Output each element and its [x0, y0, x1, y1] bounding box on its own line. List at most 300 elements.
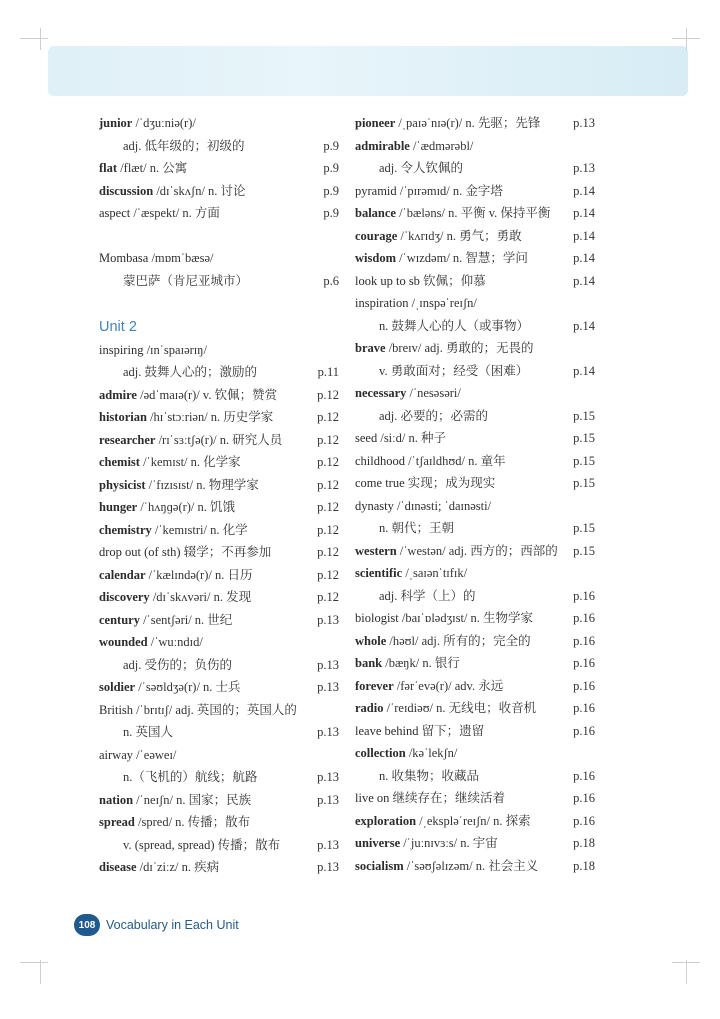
- headword: necessary: [355, 386, 407, 400]
- entry-body: [355, 341, 533, 355]
- entry-body: [355, 724, 484, 738]
- vocab-entry: [355, 225, 595, 248]
- vocab-entry: [99, 202, 339, 225]
- definition: /dɪˈziːz/ n. 疾病: [136, 860, 220, 874]
- vocab-entry: [99, 699, 339, 722]
- entry-body: [355, 296, 477, 310]
- page-reference: p.16: [573, 813, 595, 828]
- vocab-entry: [355, 247, 595, 270]
- page-reference: p.16: [573, 791, 595, 805]
- definition: /ˈnesəsəri/: [406, 386, 461, 400]
- entry-body: [355, 229, 522, 243]
- entry-body: [99, 343, 207, 357]
- entry-body: [99, 523, 248, 537]
- definition: /ˈfɪzɪsɪst/ n. 物理学家: [145, 477, 259, 492]
- entry-body: [355, 476, 495, 490]
- headword: forever: [355, 678, 394, 693]
- entry-body: [99, 680, 241, 694]
- definition: /ˈneɪʃn/ n. 国家；民族: [133, 792, 252, 807]
- page-reference: p.9: [323, 161, 339, 175]
- entry-body: [99, 500, 235, 514]
- vocab-entry: [355, 112, 595, 135]
- page-reference: p.12: [317, 567, 339, 582]
- vocab-entry: [99, 721, 339, 744]
- definition: adj. 低年级的；初级的: [123, 138, 245, 153]
- entry-body: [99, 433, 282, 447]
- definition: /ˈsəʊldʒə(r)/ n. 士兵: [135, 680, 241, 694]
- entry-body: [99, 388, 277, 402]
- headword: calendar: [99, 567, 146, 582]
- headword: junior: [99, 116, 133, 130]
- vocab-entry: [355, 765, 595, 788]
- headword: airway: [99, 747, 134, 762]
- page-reference: p.15: [573, 408, 595, 423]
- vocab-entry: [355, 315, 595, 338]
- page-reference: p.12: [317, 477, 339, 492]
- vocab-entry: [99, 406, 339, 429]
- headword: admire: [99, 387, 137, 402]
- entry-body: [355, 656, 460, 670]
- headword: leave behind: [355, 723, 419, 738]
- page-reference: p.12: [317, 590, 339, 604]
- page-reference: p.14: [573, 363, 595, 378]
- definition: /ˈdɪnəsti; ˈdaɪnəsti/: [393, 498, 492, 513]
- headword: universe: [355, 836, 401, 850]
- entry-body: [99, 274, 248, 288]
- vocab-entry: [355, 720, 595, 743]
- definition: n. 鼓舞人心的人（或事物）: [379, 318, 530, 333]
- page-reference: p.16: [573, 611, 595, 625]
- headword: drop out (of sth): [99, 545, 181, 559]
- definition: adj. 必要的；必需的: [379, 408, 489, 423]
- headword: researcher: [99, 432, 156, 447]
- entry-body: [99, 455, 241, 469]
- headword: childhood: [355, 453, 405, 468]
- definition: /ˈbrɪtɪʃ/ adj. 英国的；英国人的: [133, 702, 297, 717]
- page-reference: p.15: [573, 521, 595, 535]
- vocab-entry: [355, 360, 595, 383]
- definition: /ˈkemɪst/ n. 化学家: [139, 455, 241, 469]
- entry-body: [99, 184, 246, 198]
- entry-body: [99, 410, 273, 424]
- definition: /ədˈmaɪə(r)/ v. 钦佩；赞赏: [136, 387, 278, 402]
- page-reference: p.13: [317, 792, 339, 807]
- page-reference: p.13: [317, 770, 339, 784]
- headword: pyramid: [355, 183, 397, 198]
- definition: /ˈtʃaɪldhʊd/ n. 童年: [405, 453, 506, 468]
- definition: /bæŋk/ n. 银行: [382, 656, 460, 670]
- headword: inspiration: [355, 296, 409, 310]
- definition: adj. 受伤的；负伤的: [123, 657, 233, 672]
- vocab-entry: [99, 339, 339, 362]
- entry-body: [355, 454, 506, 468]
- page-reference: p.14: [573, 251, 595, 265]
- headword: look up to sb: [355, 273, 420, 288]
- entry-body: [99, 725, 173, 739]
- definition: /ˌɪnspəˈreɪʃn/: [408, 296, 477, 310]
- entry-body: [355, 521, 454, 535]
- entry-body: [99, 365, 257, 379]
- definition: /ˌpaɪəˈnɪə(r)/ n. 先驱；先锋: [395, 116, 541, 130]
- vocab-entry: [355, 787, 595, 810]
- vocab-entry: [99, 384, 339, 407]
- entry-body: [99, 815, 250, 829]
- definition: /ˈæspekt/ n. 方面: [130, 206, 220, 220]
- definition: v. (spread, spread) 传播；散布: [123, 837, 281, 852]
- headword: socialism: [355, 858, 404, 873]
- definition: /mɒmˈbæsə/: [148, 251, 214, 265]
- entry-body: [99, 478, 259, 492]
- page-reference: p.13: [573, 116, 595, 130]
- entry-body: [99, 590, 251, 604]
- page-reference: p.9: [323, 138, 339, 153]
- entry-body: [99, 568, 252, 582]
- crop-mark-bottom-right-v: [686, 960, 687, 984]
- entry-body: [355, 769, 479, 783]
- definition: /ˈkælɪndə(r)/ n. 日历: [145, 567, 253, 582]
- headword: admirable: [355, 138, 410, 153]
- definition: /ˈhʌŋɡə(r)/ n. 饥饿: [137, 500, 236, 514]
- definition: n. 英国人: [123, 725, 174, 739]
- definition: /ˈbæləns/ n. 平衡 v. 保持平衡: [395, 206, 551, 220]
- definition: /baɪˈɒlədʒɪst/ n. 生物学家: [398, 611, 534, 625]
- page-reference: p.13: [317, 837, 339, 852]
- headword: chemist: [99, 455, 140, 469]
- page-reference: p.12: [317, 387, 339, 402]
- vocab-entry: [99, 609, 339, 632]
- definition: 蒙巴萨（肯尼亚城市）: [123, 273, 249, 288]
- vocab-entry: [355, 585, 595, 608]
- entry-body: [355, 319, 529, 333]
- headword: seed: [355, 431, 378, 445]
- definition: /ˈsentʃəri/ n. 世纪: [139, 612, 233, 627]
- page-reference: p.13: [317, 860, 339, 874]
- entry-body: [355, 184, 503, 198]
- page-reference: p.13: [573, 161, 595, 175]
- vocab-entry: [99, 654, 339, 677]
- definition: /rɪˈsɜːtʃə(r)/ n. 研究人员: [155, 432, 283, 447]
- vocab-entry: [355, 562, 595, 585]
- headword: nation: [99, 792, 134, 807]
- entry-body: [355, 859, 538, 873]
- vocab-entry: [99, 586, 339, 609]
- entry-body: [355, 386, 461, 400]
- definition: n. 收集物；收藏品: [379, 768, 480, 783]
- definition: 继续存在；继续活着: [389, 791, 506, 805]
- headword: century: [99, 612, 140, 627]
- headword: disease: [99, 860, 137, 874]
- entry-body: [99, 116, 196, 130]
- entry-body: [355, 139, 473, 153]
- definition: /dɪˈskʌvəri/ n. 发现: [149, 590, 252, 604]
- page-reference: p.12: [317, 500, 339, 514]
- vocab-entry: [355, 675, 595, 698]
- page-reference: p.12: [317, 545, 339, 559]
- vocab-entry: [355, 135, 595, 158]
- vocab-entry: [99, 856, 339, 879]
- page-reference: p.12: [317, 522, 339, 537]
- vocab-entry: [355, 427, 595, 450]
- headword: discussion: [99, 183, 154, 198]
- crop-mark-bottom-left-h: [20, 962, 48, 963]
- definition: /ˈkʌrɪdʒ/ n. 勇气；勇敢: [397, 228, 522, 243]
- page-reference: p.16: [573, 678, 595, 693]
- crop-mark-top-right-v: [686, 28, 687, 50]
- page-reference: p.15: [573, 431, 595, 445]
- vocab-entry: [99, 519, 339, 542]
- entry-body: [355, 409, 488, 423]
- vocab-entry: [99, 474, 339, 497]
- definition: 钦佩；仰慕: [419, 273, 486, 288]
- page-reference: p.14: [573, 318, 595, 333]
- vocab-entry: [355, 517, 595, 540]
- vocab-entry: [355, 157, 595, 180]
- vocab-entry: [355, 292, 595, 315]
- vocabulary-column-left: [99, 112, 339, 879]
- headword: flat: [99, 161, 118, 175]
- page-reference: p.15: [573, 476, 595, 490]
- definition: /breɪv/ adj. 勇敢的；无畏的: [385, 341, 534, 355]
- definition: /siːd/ n. 种子: [377, 431, 446, 445]
- page-reference: p.9: [323, 206, 339, 220]
- vocab-entry: [355, 270, 595, 293]
- definition: /hɪˈstɔːriən/ n. 历史学家: [146, 410, 274, 424]
- entry-body: [355, 116, 540, 130]
- entry-body: [355, 701, 536, 715]
- headword: balance: [355, 206, 396, 220]
- vocab-entry: [99, 834, 339, 857]
- entry-body: [99, 793, 251, 807]
- page-reference: p.13: [317, 725, 339, 739]
- vocab-entry: [355, 742, 595, 765]
- page-reference: p.16: [573, 633, 595, 648]
- vocab-entry: [99, 631, 339, 654]
- vocab-entry: [355, 337, 595, 360]
- vocab-entry: [355, 202, 595, 225]
- headword: biologist: [355, 611, 399, 625]
- entry-body: [99, 139, 245, 153]
- entry-body: [99, 770, 257, 784]
- unit-heading: Unit 2: [99, 318, 137, 335]
- entry-body: [355, 544, 558, 558]
- headword: wisdom: [355, 251, 396, 265]
- entry-body: [99, 545, 271, 559]
- headword: come true: [355, 476, 405, 490]
- headword: collection: [355, 746, 406, 760]
- entry-body: [355, 161, 463, 175]
- headword: physicist: [99, 477, 146, 492]
- entry-body: [355, 791, 505, 805]
- entry-body: [355, 499, 491, 513]
- headword: historian: [99, 410, 147, 424]
- vocabulary-column-right: [355, 112, 595, 877]
- definition: 留下；遗留: [418, 723, 485, 738]
- footer-title: Vocabulary in Each Unit: [106, 918, 239, 932]
- headword: whole: [355, 633, 387, 648]
- entry-body: [99, 703, 297, 717]
- definition: /ˈsəʊʃəlɪzəm/ n. 社会主义: [403, 858, 539, 873]
- entry-body: [355, 431, 446, 445]
- page-reference: p.16: [573, 588, 595, 603]
- definition: 辍学；不再参加: [180, 545, 272, 559]
- entry-body: [355, 589, 476, 603]
- page-reference: p.16: [573, 701, 595, 715]
- vocab-entry: [99, 270, 339, 293]
- definition: /ˈwɪzdəm/ n. 智慧；学问: [395, 251, 528, 265]
- crop-mark-top-left-h: [20, 38, 48, 39]
- vocab-entry: [99, 180, 339, 203]
- blank-line: [99, 292, 339, 315]
- page-reference: p.6: [323, 273, 339, 288]
- headword: inspiring: [99, 342, 144, 357]
- entry-body: [99, 658, 232, 672]
- vocab-entry: [99, 135, 339, 158]
- vocab-entry: [99, 157, 339, 180]
- headword: spread: [99, 815, 135, 829]
- vocab-entry: [99, 811, 339, 834]
- entry-body: [99, 635, 203, 649]
- definition: /ˈwestən/ adj. 西方的；西部的: [396, 543, 558, 558]
- headword: British: [99, 702, 134, 717]
- vocab-entry: [355, 697, 595, 720]
- entry-body: [355, 566, 467, 580]
- headword: brave: [355, 341, 386, 355]
- headword: chemistry: [99, 522, 152, 537]
- entry-body: [355, 746, 457, 760]
- entry-body: [99, 251, 214, 265]
- entry-body: [99, 748, 176, 762]
- definition: 实现；成为现实: [404, 476, 496, 490]
- vocab-entry: [99, 564, 339, 587]
- entry-body: [355, 679, 503, 693]
- definition: /həʊl/ adj. 所有的；完全的: [386, 633, 531, 648]
- vocab-entry: [355, 382, 595, 405]
- page-reference: p.12: [317, 455, 339, 469]
- definition: /ˈreɪdiəʊ/ n. 无线电；收音机: [383, 701, 537, 715]
- page-reference: p.16: [573, 656, 595, 670]
- definition: n.（飞机的）航线；航路: [123, 770, 258, 784]
- definition: adj. 鼓舞人心的；激励的: [123, 365, 258, 379]
- vocab-entry: [99, 451, 339, 474]
- vocab-entry: [355, 450, 595, 473]
- vocab-entry: [355, 540, 595, 563]
- page-reference: p.12: [317, 432, 339, 447]
- definition: adj. 科学（上）的: [379, 588, 476, 603]
- headword: pioneer: [355, 116, 396, 130]
- page-reference: p.14: [573, 206, 595, 220]
- headword: scientific: [355, 566, 403, 580]
- page-reference: p.16: [573, 723, 595, 738]
- entry-body: [355, 251, 528, 265]
- entry-body: [99, 613, 232, 627]
- vocab-entry: [355, 652, 595, 675]
- entry-body: [99, 206, 220, 220]
- headword: Mombasa: [99, 251, 149, 265]
- definition: adj. 令人钦佩的: [379, 161, 464, 175]
- vocab-entry: [355, 630, 595, 653]
- definition: v. 勇敢面对；经受（困难）: [379, 363, 529, 378]
- page-reference: p.14: [573, 228, 595, 243]
- page-number-badge: 108: [74, 914, 100, 936]
- definition: /spred/ n. 传播；散布: [134, 815, 251, 829]
- entry-body: [355, 206, 550, 220]
- page-reference: p.9: [323, 183, 339, 198]
- crop-mark-bottom-left-v: [40, 960, 41, 984]
- vocab-entry: [355, 405, 595, 428]
- headword: western: [355, 543, 397, 558]
- headword: live on: [355, 791, 390, 805]
- headword: bank: [355, 656, 383, 670]
- headword: dynasty: [355, 498, 394, 513]
- page-reference: p.16: [573, 768, 595, 783]
- page-reference: p.11: [317, 365, 339, 379]
- page-reference: p.13: [317, 612, 339, 627]
- definition: /dɪˈskʌʃn/ n. 讨论: [153, 183, 246, 198]
- page-reference: p.14: [573, 273, 595, 288]
- crop-mark-top-left-v: [40, 28, 41, 50]
- headword: discovery: [99, 590, 150, 604]
- page-reference: p.13: [317, 657, 339, 672]
- definition: /flæt/ n. 公寓: [117, 161, 188, 175]
- vocab-entry: [99, 676, 339, 699]
- vocab-entry: [355, 855, 595, 878]
- vocab-entry: [99, 112, 339, 135]
- definition: /ˈeəweɪ/: [133, 747, 177, 762]
- headword: aspect: [99, 206, 131, 220]
- page-reference: p.15: [573, 543, 595, 558]
- vocab-entry: [99, 247, 339, 270]
- vocab-entry: [355, 495, 595, 518]
- vocab-entry: [99, 429, 339, 452]
- definition: /ˈwuːndɪd/: [147, 635, 203, 649]
- vocab-entry: [355, 832, 595, 855]
- definition: /ˌsaɪənˈtɪfɪk/: [402, 566, 468, 580]
- entry-body: [99, 838, 280, 852]
- definition: /ˈpɪrəmɪd/ n. 金字塔: [396, 183, 503, 198]
- page-reference: p.18: [573, 858, 595, 873]
- entry-body: [355, 634, 531, 648]
- definition: /ˈdʒuːniə(r)/: [132, 116, 196, 130]
- definition: /ɪnˈspaɪərɪŋ/: [143, 342, 207, 357]
- page-reference: p.15: [573, 453, 595, 468]
- definition: /ˈædmərəbl/: [409, 138, 474, 153]
- header-band: [48, 46, 688, 96]
- headword: exploration: [355, 813, 417, 828]
- definition: /kəˈlekʃn/: [405, 746, 458, 760]
- entry-body: [99, 860, 219, 874]
- definition: n. 朝代；王朝: [379, 521, 455, 535]
- vocab-entry: [99, 789, 339, 812]
- definition: /ˈjuːnɪvɜːs/ n. 宇宙: [400, 836, 498, 850]
- entry-body: [99, 161, 187, 175]
- blank-line: [99, 225, 339, 248]
- headword: hunger: [99, 500, 138, 514]
- entry-body: [355, 274, 486, 288]
- page-footer: [74, 914, 239, 936]
- entry-body: [355, 611, 533, 625]
- definition: /fərˈevə(r)/ adv. 永远: [393, 678, 504, 693]
- vocab-entry: [99, 361, 339, 384]
- page-reference: p.13: [317, 680, 339, 694]
- page-reference: p.12: [317, 410, 339, 424]
- entry-body: [355, 836, 498, 850]
- vocab-entry: [99, 766, 339, 789]
- entry-body: [355, 364, 528, 378]
- vocab-entry: [99, 496, 339, 519]
- headword: radio: [355, 701, 384, 715]
- vocab-entry: [355, 180, 595, 203]
- definition: /ˈkemɪstri/ n. 化学: [151, 522, 248, 537]
